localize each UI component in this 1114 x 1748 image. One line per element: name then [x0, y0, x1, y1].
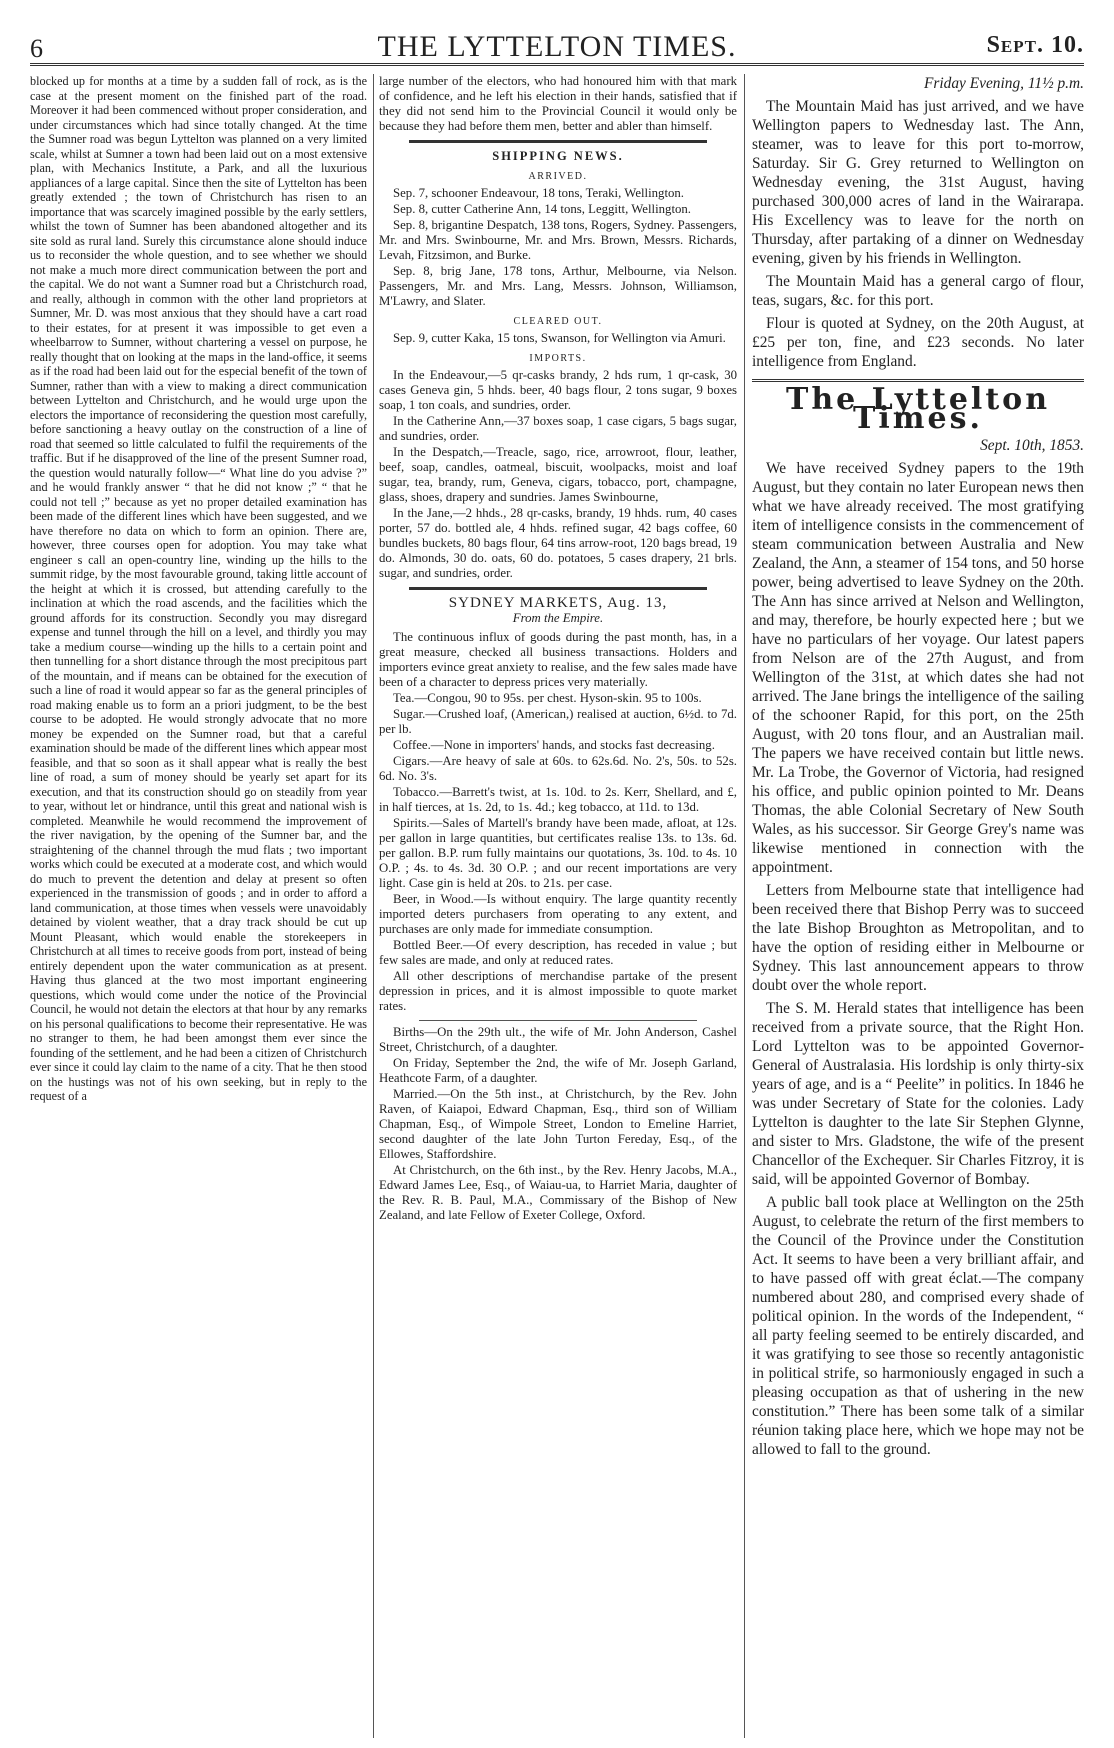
- imports-label: IMPORTS.: [529, 353, 587, 364]
- article-paragraph: blocked up for months at a time by a sudden fall of rock, as is the case at the present moment on the finished part of the road. Moreover it had been commenced without proper consideration, and under circumstances which had since totally changed. At the time the Sumner road was begun Lyttelton was planned on a very limited scale, whilst at Sumner a town had been laid out on a most extensive plan, with Mechanics Institute, a Park, and all the luxurious appliances of a large capital. Since then the site of Lyttelton has been greatly extended ; the town of Christchurch has risen to an importance that was scarcely imagined possible by the early settlers, whilst the town of Sumner has been abandoned altogether and its site sold as rural land. Surely this circumstance alone should induce us to reconsider the whole question, and to see whether we should not make a much more direct communication between the port and the capital. We do not want a Sumner road but a Christchurch road, and really, although in common with the other land proprietors at Sumner, Mr. D. was most anxious that they should have a cart road to their estates, for at present it was impossible to get even a wheelbarrow to Sumner, without chartering a vessel on purpose, he really thought that on looking at the maps in the land-office, it seems as if the road had been laid out for the especial benefit of the town of Sumner, rather than with a view to making a direct communication between Lyttelton and Christchurch, and he would urge upon the electors the importance of reconsidering the question most carefully, before sanctioning a heavy outlay on the construction of a line of road that seemed so little calculated to fulfil the requirements of the traffic. But if he disapproved of the line of the present Sumner road, the question would naturally follow—“ What line do you advise ?” and he would frankly answer “ that he did not know ;” “ that he could not tell ;” because as yet no proper detailed examination has been made of the different lines which have been suggested, and we have therefore no data on which to form an opinion. There are, however, three courses open for adoption. You may take what engineer s call an open-country line, winding up the hills to the summit ridge, by the most favourable ground, taking little account of the height at which it is crossed, but attending carefully to the inclination at which the road ascends, and the facilities which the ground affords for its construction. Secondly you may disregard expense and tunnel through the hill on a level, and thirdly you may take a medium course—winding up the hills to a certain point and then tunnelling for a short distance through the most precipitous part of the mountain, and if means can be obtained for the execution of such a line of road it would appear so far as the general principles of road making enable us to form an a priori judgment, to be the best course to be adopted. He would strongly advocate that no more money be expended on the Sumner road, but that a careful examination should be made of the different lines which appear most feasible, and that so soon as it shall appear what is really the best line of road, a sum of money should be yearly set apart for its execution, and that its construction should go on steadily from year to year, without let or hindrance, until this great and national wish is completed. Meanwhile he would recommend the improvement of the river navigation, by the opening of the Sumner bar, and the straightening of the channel through the mud flats ; two important works which could be executed at a moderate cost, and which would do much to prevent the detention and delay at present so often experienced in the transmission of goods ; and in order to afford a land communication, at those times when vessels were unavoidably detained by violent weather, that a dray track should be cut up Mount Pleasant, which would enable the storekeepers in Christchurch at all times to receive goods from port, instead of being entirely dependent upon the water communication as at present. Having thus glanced at the two most important engineering questions, which would come under the notice of the Provincial Council, he would not detain the electors at that hour by any remarks on his personal qualifications to become their representative. He was no stranger to them, he had been amongst them ever since the founding of the settlement, and he had been a citizen of Christchurch ever since it could lay claim to the name of a city. That he then stood on the hustings was not of his own seeking, but in reply to the request of a: [30, 74, 367, 1103]
- late-news-paragraph: The Mountain Maid has just arrived, and we have Wellington papers to Wednesday last. The Ann, steamer, was to leave for this port to-morrow, Saturday. Sir G. Grey returned to Wellington on Wednesday evening, the 31st August, having purchased 300,000 acres of land in the Wairarapa. His Excellency was to leave for the north on Thursday, after partaking of a dinner on Wednesday evening, given by his friends in Wellington.: [752, 98, 1084, 267]
- editorial-dateline: Sept. 10th, 1853.: [980, 437, 1084, 454]
- editorial-paragraph: Letters from Melbourne state that intelligence had been received there that Bishop Perry was to succeed the late Bishop Broughton as Metropolitan, and to have the option of residing either in Melbourne or Sydney. This last announcement appears to throw doubt over the whole report.: [752, 882, 1084, 994]
- column-rule: [373, 74, 374, 1738]
- market-paragraph: Spirits.—Sales of Martell's brandy have been made, afloat, at 12s. per gallon in large quantities, but certificates realise 13s. to 13s. 6d. per gallon. B.P. rum fully maintains our quotations, 3s. 10d. to 4s. 10 O.P. ; 4s. to 4s. 3d. 30 O.P. ; and our recent importations are very light. Case gin is held at 20s. to 21s. per case.: [379, 816, 737, 890]
- issue-date: Sept. 10.: [986, 32, 1084, 58]
- market-paragraph: All other descriptions of merchandise partake of the present depression in prices, and it is almost impossible to quote market rates.: [379, 969, 737, 1013]
- shipping-entry: Sep. 7, schooner Endeavour, 18 tons, Teraki, Wellington.: [393, 186, 685, 200]
- notice-entry: On Friday, September the 2nd, the wife of Mr. Joseph Garland, Heathcote Farm, of a daughter.: [379, 1056, 737, 1085]
- editorial-paragraph: A public ball took place at Wellington on the 25th August, to celebrate the return of the first members to the Council of the Province under the Constitution Act. It seems to have been a very brilliant affair, and to have passed off with great éclat.—The company numbered about 280, and comprised every shade of political opinion. In the words of the Independent, “ all party feeling seemed to be entirely discarded, and it was gratifying to see those so recently antagonistic in political strife, so harmoniously engaged in such a pleasing occupation as that of ushering in the new constitution.” There has been some talk of a similar réunion taking place here, which we hope may not be allowed to fall to the ground.: [752, 1194, 1084, 1458]
- market-paragraph: The continuous influx of goods during the past month, has, in a great measure, checked all business transactions. Holders and importers evince great anxiety to realise, and the few sales made have been of a character to depress prices very materially.: [379, 630, 737, 689]
- columns: [30, 74, 1084, 1738]
- notice-entry: Births—On the 29th ult., the wife of Mr. John Anderson, Cashel Street, Christchurch, of a daughter.: [379, 1025, 737, 1054]
- column-1: [30, 74, 367, 1738]
- market-paragraph: Tea.—Congou, 90 to 95s. per chest. Hyson-skin. 95 to 100s.: [393, 691, 702, 705]
- late-news-dateline: Friday Evening, 11½ p.m.: [923, 75, 1084, 92]
- market-paragraph: Coffee.—None in importers' hands, and stocks fast decreasing.: [393, 738, 715, 752]
- shipping-entry: Sep. 8, brig Jane, 178 tons, Arthur, Melbourne, via Nelson. Passengers, Mr. and Mrs. Lang, Messrs. Johnson, Williamson, M'Lawry, and Slater.: [379, 264, 737, 308]
- section-divider: [409, 140, 707, 143]
- page-header: [30, 22, 1084, 66]
- article-paragraph: large number of the electors, who had honoured him with that mark of confidence, and he left his election in their hands, satisfied that if they did not send him to the Provincial Council it would only be because they had before them men, better and abler than himself.: [379, 74, 737, 133]
- shipping-heading: SHIPPING NEWS.: [492, 149, 624, 163]
- import-entry: In the Despatch,—Treacle, sago, rice, arrowroot, flour, leather, beef, soap, candles, oatmeal, biscuit, woolpacks, moist and loaf sugar, tea, brandy, rum, Geneva, cigars, tobacco, port, champagne, glass, shoes, drapery and sundries. James Swinbourne,: [379, 445, 737, 504]
- notice-entry: Married.—On the 5th inst., at Christchurch, by the Rev. John Raven, of Kaiapoi, Edward Chapman, Esq., third son of William Chapman, Esq., of Wimpole Street, London to Emeline Harriet, second daughter of the late John Turton Fereday, Esq., of the Ellowes, Staffordshire.: [379, 1087, 737, 1161]
- cleared-label: CLEARED OUT.: [513, 316, 603, 327]
- editorial-paragraph: We have received Sydney papers to the 19th August, but they contain no later European news then what we have already received. The most gratifying item of intelligence consists in the commencement of steam communication between Australia and New Zealand, the Ann, a steamer of 154 tons, and 50 horse power, being advertised to leave Sydney on the 20th. The Ann has since arrived at Nelson and Wellington, and may, therefore, be hourly expected here ; but we have no particulars of her voyage. Our latest papers from Nelson are of the 27th August, and from Wellington of the 31st, at which dates she had not arrived. The Jane brings the intelligence of the sailing of the schooner Rapid, for this port, on the 25th August, with 20 tons flour, and an Australian mail. The papers we have received contain but little news. Mr. La Trobe, the Governor of Victoria, had resigned his office, and public opinion pointed to Mr. Deans Thomas, the able Colonial Secretary of New South Wales, as his successor. Sir George Grey's name was likewise mentioned in connection with the appointment.: [752, 460, 1084, 876]
- market-paragraph: Tobacco.—Barrett's twist, at 1s. 10d. to 2s. Kerr, Shellard, and £, in half tierces, at 1s. 2d, to 1s. 4d.; keg tobacco, at 11d. to 13d.: [379, 785, 737, 814]
- late-news-paragraph: Flour is quoted at Sydney, on the 20th August, at £25 per ton, fine, and £23 seconds. No later intelligence from England.: [752, 315, 1084, 370]
- import-entry: In the Jane,—2 hhds., 28 qr-casks, brandy, 19 hhds. rum, 40 cases porter, 57 do. bottled ale, 4 hhds. refined sugar, 42 bags coffee, 60 bundles buckets, 80 bags flour, 64 tins arrow-root, 120 bags bread, 19 do. Almonds, 30 do. oats, 60 do. potatoes, 5 cases drapery, 21 brls. sugar, and sundries, order.: [379, 506, 737, 580]
- notice-entry: At Christchurch, on the 6th inst., by the Rev. Henry Jacobs, M.A., Edward James Lee, Esq., of Waiau-ua, to Harriet Maria, daughter of the Rev. R. B. Paul, M.A., Commissary of the Bishop of New Zealand, and late Fellow of Exeter College, Oxford.: [379, 1163, 737, 1222]
- market-paragraph: Bottled Beer.—Of every description, has receded in value ; but few sales are made, and only at reduced rates.: [379, 938, 737, 967]
- page-number: 6: [30, 34, 43, 63]
- column-rule: [744, 74, 745, 1738]
- shipping-entry: Sep. 8, cutter Catherine Ann, 14 tons, Leggitt, Wellington.: [393, 202, 691, 216]
- late-news-paragraph: The Mountain Maid has a general cargo of flour, teas, sugars, &c. for this port.: [752, 273, 1084, 309]
- editorial-paragraph: The S. M. Herald states that intelligence has been received from a private source, that the Right Hon. Lord Lyttelton was to be appointed Governor-General of Australasia. His lordship is only thirty-six years of age, and is a “ Peelite” in politics. In 1846 he was under Secretary of State for the colonies. Lady Lyttelton is daughter to the late Sir Stephen Glynne, and sister to Mrs. Gladstone, the wife of the present Chancellor of the Exchequer. Sir Charles Fitzroy, it is said, will be appointed Governor of Bombay.: [752, 1000, 1084, 1188]
- column-2: [379, 74, 737, 1738]
- column-3: [752, 74, 1084, 1738]
- arrived-label: ARRIVED.: [528, 171, 588, 182]
- market-paragraph: Cigars.—Are heavy of sale at 60s. to 62s.6d. No. 2's, 50s. to 52s. 6d. No. 3's.: [379, 754, 737, 783]
- section-divider: [409, 587, 707, 590]
- market-paragraph: Beer, in Wood.—Is without enquiry. The large quantity recently imported deters purchasers from operating to any extent, and purchases are only made for immediate consumption.: [379, 892, 737, 936]
- shipping-entry: Sep. 9, cutter Kaka, 15 tons, Swanson, for Wellington via Amuri.: [393, 331, 726, 345]
- import-entry: In the Catherine Ann,—37 boxes soap, 1 case cigars, 5 bags sugar, and sundries, order.: [379, 414, 737, 443]
- newspaper-title: THE LYTTELTON TIMES.: [377, 30, 737, 63]
- section-divider: [419, 1020, 697, 1021]
- shipping-entry: Sep. 8, brigantine Despatch, 138 tons, Rogers, Sydney. Passengers, Mr. and Mrs. Swinbourne, Mr. and Mrs. Brown, Messrs. Richards, Levah, Fitzsimon, and Burke.: [379, 218, 737, 262]
- market-paragraph: Sugar.—Crushed loaf, (American,) realised at auction, 6½d. to 7d. per lb.: [379, 707, 737, 736]
- markets-heading: SYDNEY MARKETS, Aug. 13,: [448, 595, 668, 611]
- import-entry: In the Endeavour,—5 qr-casks brandy, 2 hds rum, 1 qr-cask, 30 cases Geneva gin, 5 hhds. beer, 40 bags flour, 2 tons sugar, 9 boxes soap, 1 ton coals, and sundries, order.: [379, 368, 737, 412]
- editorial-masthead: The Lyttelton Times.: [786, 382, 1050, 436]
- markets-source: From the Empire.: [512, 611, 604, 625]
